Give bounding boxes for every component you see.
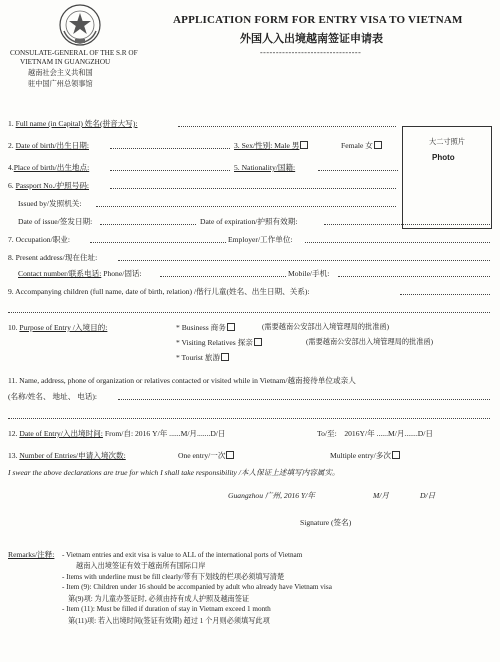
place-date-month: M/月 [373,491,390,500]
vietnam-contact-label: 11. Name, address, phone of organization or relatives contacted or visited while in Vietnam/越南接待单位或亲人 [8,376,356,385]
signature-label: Signature (签名) [300,518,352,527]
children-label: 9. Accompanying children (full name, date of birth, relation) /偕行儿童(姓名、出生日期、关系): [8,287,310,296]
field-1-label: 1. Full name (in Capital) 姓名(拼音大写): [8,119,138,128]
nationality-label: 5. Nationality/国籍: [234,163,296,172]
place-date-city: Guangzhou 广州, 2016 Y/年 [228,491,315,500]
field-13-label: 13. Number of Entries/申请入境次数: [8,451,126,460]
consulate-location-en: VIETNAM IN GUANGZHOU [20,58,111,66]
multiple-entry-option: Multiple entry/多次 [330,450,400,461]
remark-line: - Items with underline must be fill clearly/带有下划线的栏项必须填写清楚 [62,573,285,581]
nationality-input[interactable] [318,170,398,171]
issued-by-label: Issued by/发照机关: [18,199,82,208]
consulate-name-en: CONSULATE-GENERAL OF THE S.R OF [10,49,138,57]
remark-line: 第(11)项: 若入出境时间(签证有效期) 超过 1 个月则必须填写此项 [68,617,270,625]
form-title-cn: 外国人入出境越南签证申请表 [240,33,383,45]
remark-line: - Vietnam entries and exit visa is value to ALL of the international ports of Vietnam [62,551,303,559]
field-6-label: 6. Passport No./护照号码: [8,181,90,190]
children-input[interactable] [400,294,490,295]
form-title-en: APPLICATION FORM FOR ENTRY VISA TO VIETNAM [173,14,463,26]
vietnam-emblem-icon [58,3,102,47]
mobile-input[interactable] [338,276,490,277]
business-note: (需要越南公安部出入境管理局的批准函) [262,323,389,331]
declaration-text: I swear the above declarations are true for which I shall take responsibility /本人保证上述填写内容属实。 [8,468,340,477]
multiple-entry-checkbox[interactable] [392,451,400,459]
tourist-checkbox[interactable] [221,353,229,361]
mobile-label: Mobile/手机: [288,269,330,278]
passport-number-input[interactable] [110,188,396,189]
date-of-issue-input[interactable] [100,224,196,225]
field-2-label: 2. Date of birth/出生日期: [8,141,90,150]
photo-label-en: Photo [432,153,455,162]
employer-label: Employer/工作单位: [228,235,293,244]
one-entry-option: One entry/一次 [178,450,234,461]
entry-to-date: To/至: 2016Y/年 ......M/月.......D/日 [317,429,433,438]
purpose-business: * Business 商务 [176,322,235,333]
male-checkbox[interactable] [300,141,308,149]
vietnam-contact-input[interactable] [118,399,490,400]
place-date-day: D/日 [420,491,436,500]
vietnam-contact-input-line-2[interactable] [8,418,490,419]
one-entry-checkbox[interactable] [226,451,234,459]
remark-line: 越南入出境签证有效于越南所有国际口岸 [76,562,206,570]
children-input-line-2[interactable] [8,312,490,313]
photo-box[interactable] [402,126,492,229]
photo-label-cn: 大二寸照片 [429,138,465,146]
employer-input[interactable] [305,242,490,243]
contact-row: Contact number/联系电话: Phone/固话: [18,269,142,278]
vietnam-contact-sub: (名称/姓名、 地址、 电话): [8,392,98,401]
field-4-label: 4.Place of birth/出生地点: [8,163,90,172]
remarks-title: Remarks/注释: [8,550,55,559]
visiting-relatives-checkbox[interactable] [254,338,262,346]
issued-by-input[interactable] [96,206,396,207]
occupation-input[interactable] [90,242,226,243]
female-checkbox[interactable] [374,141,382,149]
date-of-issue-label: Date of issue/签发日期: [18,217,93,226]
remark-line: - Item (11): Must be filled if duration of stay in Vietnam exceed 1 month [62,605,271,613]
consulate-location-cn: 驻中国广州总领事馆 [28,80,93,88]
occupation-label: 7. Occupation/职业: [8,235,71,244]
present-address-label: 8. Present address/现在住址: [8,253,98,262]
full-name-input[interactable] [178,126,396,127]
title-dash-line: -------------------------------- [260,48,362,57]
present-address-input[interactable] [118,260,490,261]
visiting-note: (需要越南公安部出入境管理局的批准函) [306,338,433,346]
purpose-visiting: * Visiting Relatives 探亲 [176,337,262,348]
date-of-expiration-label: Date of expiration/护照有效期: [200,217,298,226]
place-of-birth-input[interactable] [110,170,230,171]
sex-label: 3. Sex/性别: Male 男 [234,140,308,151]
female-label: Female 女 [341,140,382,151]
purpose-tourist: * Tourist 旅游 [176,352,229,363]
date-of-expiration-input[interactable] [324,224,490,225]
consulate-name-cn: 越南社会主义共和国 [28,69,93,77]
remark-line: 第(9)项: 为儿童办签证时, 必须由持有成人护照及越南签证 [68,595,250,603]
phone-input[interactable] [160,276,286,277]
date-of-birth-input[interactable] [110,148,230,149]
field-12-label: 12. Date of Entry/入出境时间: From/自: 2016 Y/年 ......M/月.......D/日 [8,429,226,438]
business-checkbox[interactable] [227,323,235,331]
field-10-label: 10. Purpose of Entry /入境目的: [8,323,108,332]
remark-line: - Item (9): Children under 16 should be accompanied by adult who already have Vietnam visa [62,583,332,591]
